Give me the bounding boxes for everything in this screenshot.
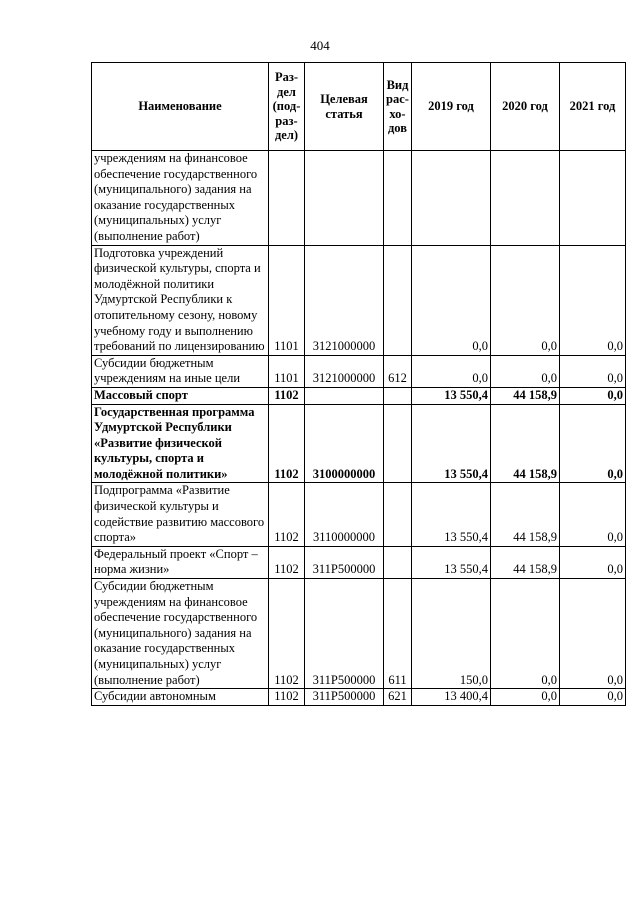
cell-2021: 0,0 (560, 689, 626, 706)
cell-section: 1102 (269, 689, 305, 706)
cell-2019: 0,0 (412, 245, 491, 355)
cell-name: Подготовка учреждений физической культуры, спорта и молодёжной политики Удмуртской Республики к отопительному сезону, новому учебному году и выполнению требований по лицензированию (92, 245, 269, 355)
cell-2021: 0,0 (560, 546, 626, 578)
cell-target (305, 387, 384, 404)
cell-2020 (491, 151, 560, 246)
table-row (92, 546, 626, 578)
table-header (92, 63, 626, 151)
cell-2020: 0,0 (491, 579, 560, 689)
cell-2020: 0,0 (491, 689, 560, 706)
cell-name: учреждениям на финансовое обеспечение государственного (муниципального) задания на оказание государственных (муниципальных) услуг (выполнение работ) (92, 151, 269, 246)
table-row (92, 355, 626, 387)
cell-section: 1102 (269, 404, 305, 483)
header-2020: 2020 год (491, 63, 560, 151)
cell-target: 311P500000 (305, 579, 384, 689)
table-row (92, 689, 626, 706)
cell-2021: 0,0 (560, 245, 626, 355)
cell-name: Субсидии автономным (92, 689, 269, 706)
cell-type: 611 (384, 579, 412, 689)
cell-section: 1102 (269, 579, 305, 689)
cell-target (305, 151, 384, 246)
cell-2019: 13 400,4 (412, 689, 491, 706)
header-2019: 2019 год (412, 63, 491, 151)
cell-2019 (412, 151, 491, 246)
cell-2020: 0,0 (491, 355, 560, 387)
cell-target: 3121000000 (305, 355, 384, 387)
table-row (92, 483, 626, 546)
cell-2019: 13 550,4 (412, 483, 491, 546)
page-number: 404 (310, 38, 330, 53)
cell-type (384, 546, 412, 578)
cell-type: 621 (384, 689, 412, 706)
cell-type: 612 (384, 355, 412, 387)
cell-target: 3121000000 (305, 245, 384, 355)
cell-name: Субсидии бюджетным учреждениям на финансовое обеспечение государственного (муниципального) задания на оказание государственных (муниципальных) услуг (выполнение работ) (92, 579, 269, 689)
cell-2019: 150,0 (412, 579, 491, 689)
cell-2020: 44 158,9 (491, 483, 560, 546)
cell-section: 1102 (269, 387, 305, 404)
cell-name: Массовый спорт (92, 387, 269, 404)
budget-table (91, 62, 626, 706)
cell-2021: 0,0 (560, 404, 626, 483)
cell-2019: 13 550,4 (412, 387, 491, 404)
cell-name: Подпрограмма «Развитие физической культуры и содействие развитию массового спорта» (92, 483, 269, 546)
header-row (92, 63, 626, 151)
cell-name: Федеральный проект «Спорт – норма жизни» (92, 546, 269, 578)
header-section: Раз- дел (под- раз- дел) (269, 63, 305, 151)
cell-section: 1101 (269, 245, 305, 355)
cell-2019: 13 550,4 (412, 404, 491, 483)
header-name: Наименование (92, 63, 269, 151)
cell-2020: 44 158,9 (491, 404, 560, 483)
cell-type (384, 245, 412, 355)
cell-2021: 0,0 (560, 483, 626, 546)
cell-target: 3100000000 (305, 404, 384, 483)
header-target: Целевая статья (305, 63, 384, 151)
table-row (92, 404, 626, 483)
cell-2021: 0,0 (560, 355, 626, 387)
table-row (92, 151, 626, 246)
cell-2021: 0,0 (560, 387, 626, 404)
cell-name: Государственная программа Удмуртской Республики «Развитие физической культуры, спорта и молодёжной политики» (92, 404, 269, 483)
cell-2020: 0,0 (491, 245, 560, 355)
cell-target: 311P500000 (305, 546, 384, 578)
cell-2020: 44 158,9 (491, 546, 560, 578)
cell-type (384, 483, 412, 546)
cell-section: 1102 (269, 483, 305, 546)
cell-section: 1101 (269, 355, 305, 387)
cell-2021 (560, 151, 626, 246)
table-row (92, 387, 626, 404)
header-type: Вид рас- хо- дов (384, 63, 412, 151)
cell-type (384, 151, 412, 246)
table-body (92, 151, 626, 706)
table-row (92, 579, 626, 689)
cell-section: 1102 (269, 546, 305, 578)
cell-name: Субсидии бюджетным учреждениям на иные цели (92, 355, 269, 387)
cell-2019: 0,0 (412, 355, 491, 387)
cell-2019: 13 550,4 (412, 546, 491, 578)
cell-target: 311P500000 (305, 689, 384, 706)
cell-type (384, 404, 412, 483)
cell-type (384, 387, 412, 404)
cell-target: 3110000000 (305, 483, 384, 546)
cell-2021: 0,0 (560, 579, 626, 689)
cell-section (269, 151, 305, 246)
table-row (92, 245, 626, 355)
header-2021: 2021 год (560, 63, 626, 151)
cell-2020: 44 158,9 (491, 387, 560, 404)
